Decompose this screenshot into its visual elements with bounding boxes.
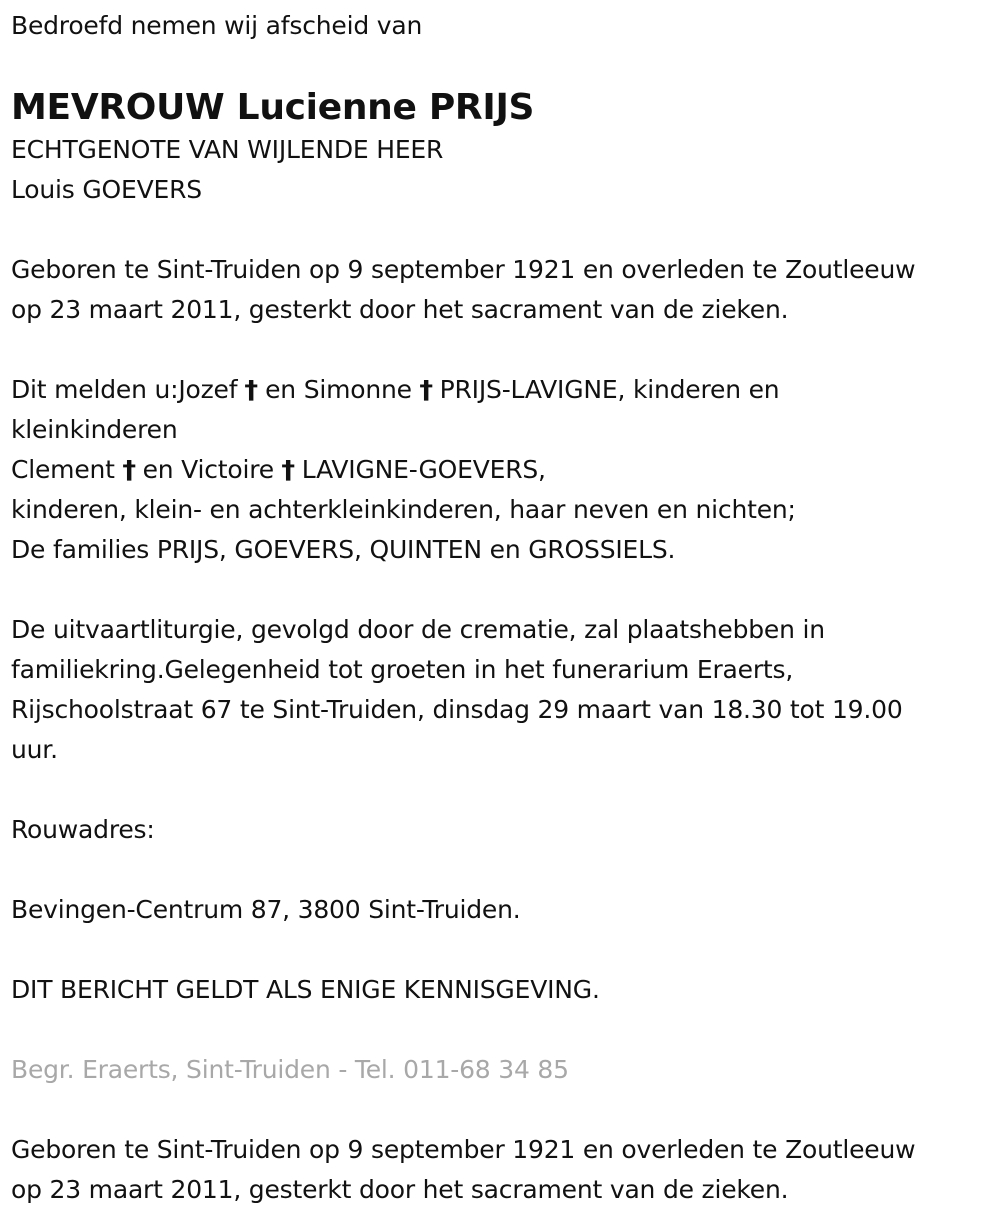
announcers-text: PRIJS-LAVIGNE, kinderen en: [431, 375, 780, 404]
spouse-line-1: ECHTGENOTE VAN WIJLENDE HEER: [11, 135, 444, 164]
spacer: [11, 570, 991, 610]
spacer: [11, 1010, 991, 1050]
birth-death-line-1: Geboren te Sint-Truiden op 9 september 1921 en overleden te Zoutleeuw: [11, 255, 916, 284]
spacer: [11, 210, 991, 250]
birth-death-repeat-line-2: op 23 maart 2011, gesterkt door het sacrament van de zieken.: [11, 1175, 789, 1204]
mourning-address: Bevingen-Centrum 87, 3800 Sint-Truiden.: [11, 895, 521, 924]
mourning-address-label: Rouwadres:: [11, 815, 155, 844]
announcers-text: Dit melden u:Jozef: [11, 375, 246, 404]
announcers-text: en Victoire: [134, 455, 282, 484]
announcers-line-4: kinderen, klein- en achterkleinkinderen, haar neven en nichten;: [11, 495, 796, 524]
birth-death-line-2: op 23 maart 2011, gesterkt door het sacrament van de zieken.: [11, 295, 789, 324]
funeral-home-footer: Begr. Eraerts, Sint-Truiden - Tel. 011-68 34 85: [11, 1055, 569, 1084]
spacer: [11, 1090, 991, 1130]
obituary-notice: [11, 0, 991, 1210]
cross-icon: †: [418, 375, 433, 404]
spacer: [11, 850, 991, 890]
spacer: [11, 770, 991, 810]
announcers-text: LAVIGNE-GOEVERS,: [294, 455, 546, 484]
birth-death-repeat-line-1: Geboren te Sint-Truiden op 9 september 1921 en overleden te Zoutleeuw: [11, 1135, 916, 1164]
funeral-line-4: uur.: [11, 735, 58, 764]
cross-icon: †: [244, 375, 258, 404]
announcers-text: Clement: [11, 455, 123, 484]
funeral-line-2: familiekring.Gelegenheid tot groeten in het funerarium Eraerts,: [11, 655, 794, 684]
announcers-line-3: [11, 450, 991, 490]
deceased-name: MEVROUW Lucienne PRIJS: [11, 87, 535, 128]
funeral-line-1: De uitvaartliturgie, gevolgd door de crematie, zal plaatshebben in: [11, 615, 825, 644]
announcers-line-1: [11, 370, 991, 410]
announcers-text: en Simonne: [257, 375, 420, 404]
spacer: [11, 930, 991, 970]
announcers-line-5: De families PRIJS, GOEVERS, QUINTEN en GROSSIELS.: [11, 535, 676, 564]
notice-text: DIT BERICHT GELDT ALS ENIGE KENNISGEVING.: [11, 975, 600, 1004]
intro-text: Bedroefd nemen wij afscheid van: [11, 11, 423, 40]
spacer: [11, 330, 991, 370]
funeral-line-3: Rijschoolstraat 67 te Sint-Truiden, dinsdag 29 maart van 18.30 tot 19.00: [11, 695, 903, 724]
announcers-line-2: kleinkinderen: [11, 415, 178, 444]
cross-icon: †: [121, 455, 136, 484]
cross-icon: †: [281, 455, 295, 484]
spouse-line-2: Louis GOEVERS: [11, 175, 202, 204]
